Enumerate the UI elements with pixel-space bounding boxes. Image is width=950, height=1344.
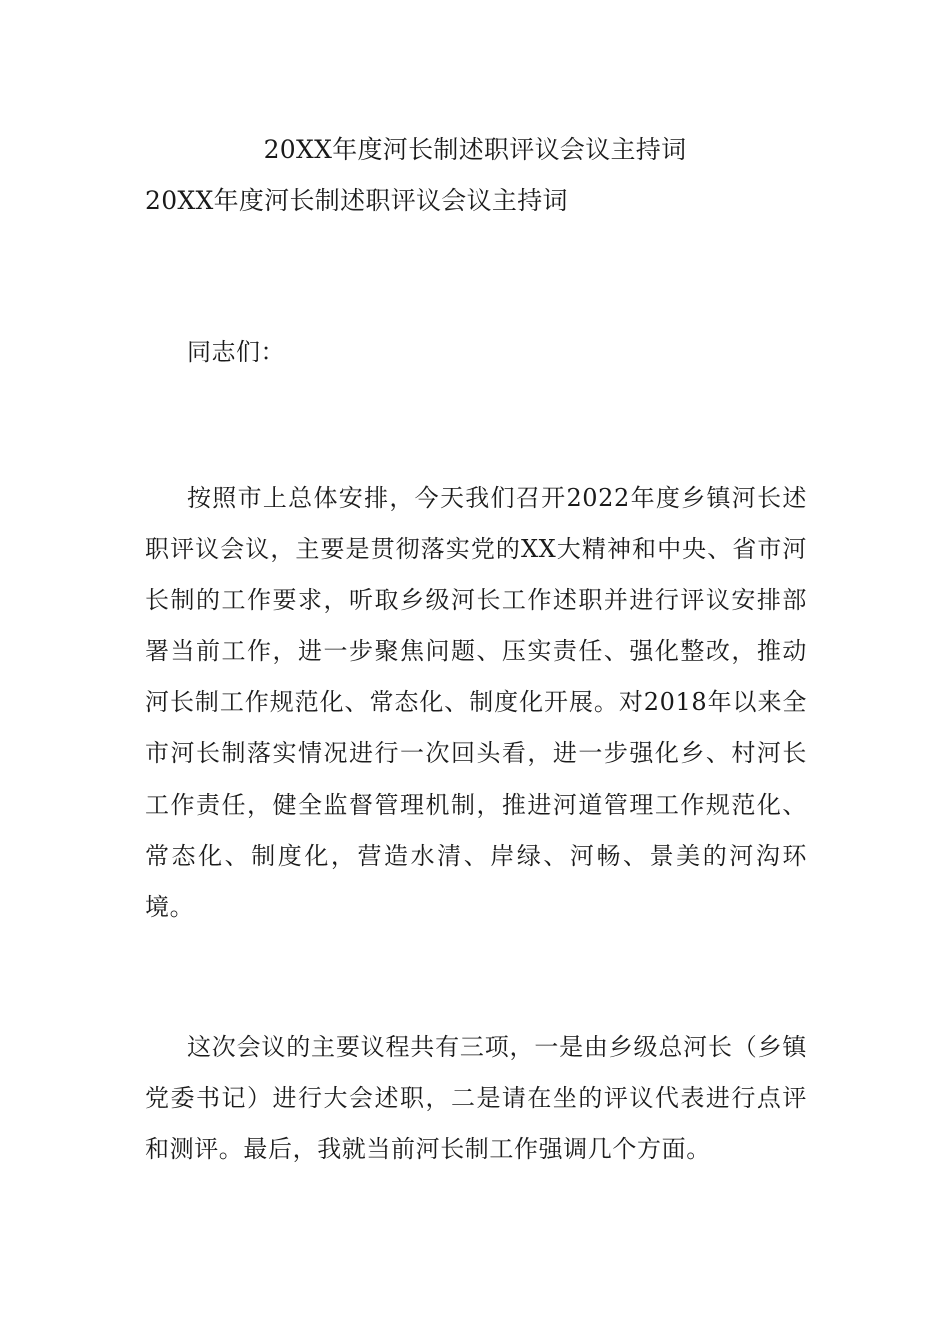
paragraph-2: 这次会议的主要议程共有三项，一是由乡级总河长（乡镇党委书记）进行大会述职，二是请在坐的评议代表进行点评和测评。最后，我就当前河长制工作强调几个方面。 <box>145 1033 807 1164</box>
document-title: 20XX年度河长制述职评议会议主持词 <box>263 135 687 164</box>
salutation: 同志们： <box>187 338 285 366</box>
document-subtitle: 20XX年度河长制述职评议会议主持词 <box>145 186 568 215</box>
paragraph-1: 按照市上总体安排，今天我们召开2022年度乡镇河长述职评议会议，主要是贯彻落实党的XX大精神和中央、省市河长制的工作要求，听取乡级河长工作述职并进行评议安排部署当前工作，进一步聚焦问题、压实责任、强化整改，推动河长制工作规范化、常态化、制度化开展。对2018年以来全市河长制落实情况进行一次回头看，进一步强化乡、村河长工作责任，健全监督管理机制，推进河道管理工作规范化、常态化、制度化，营造水清、岸绿、河畅、景美的河沟环境。 <box>145 484 807 921</box>
